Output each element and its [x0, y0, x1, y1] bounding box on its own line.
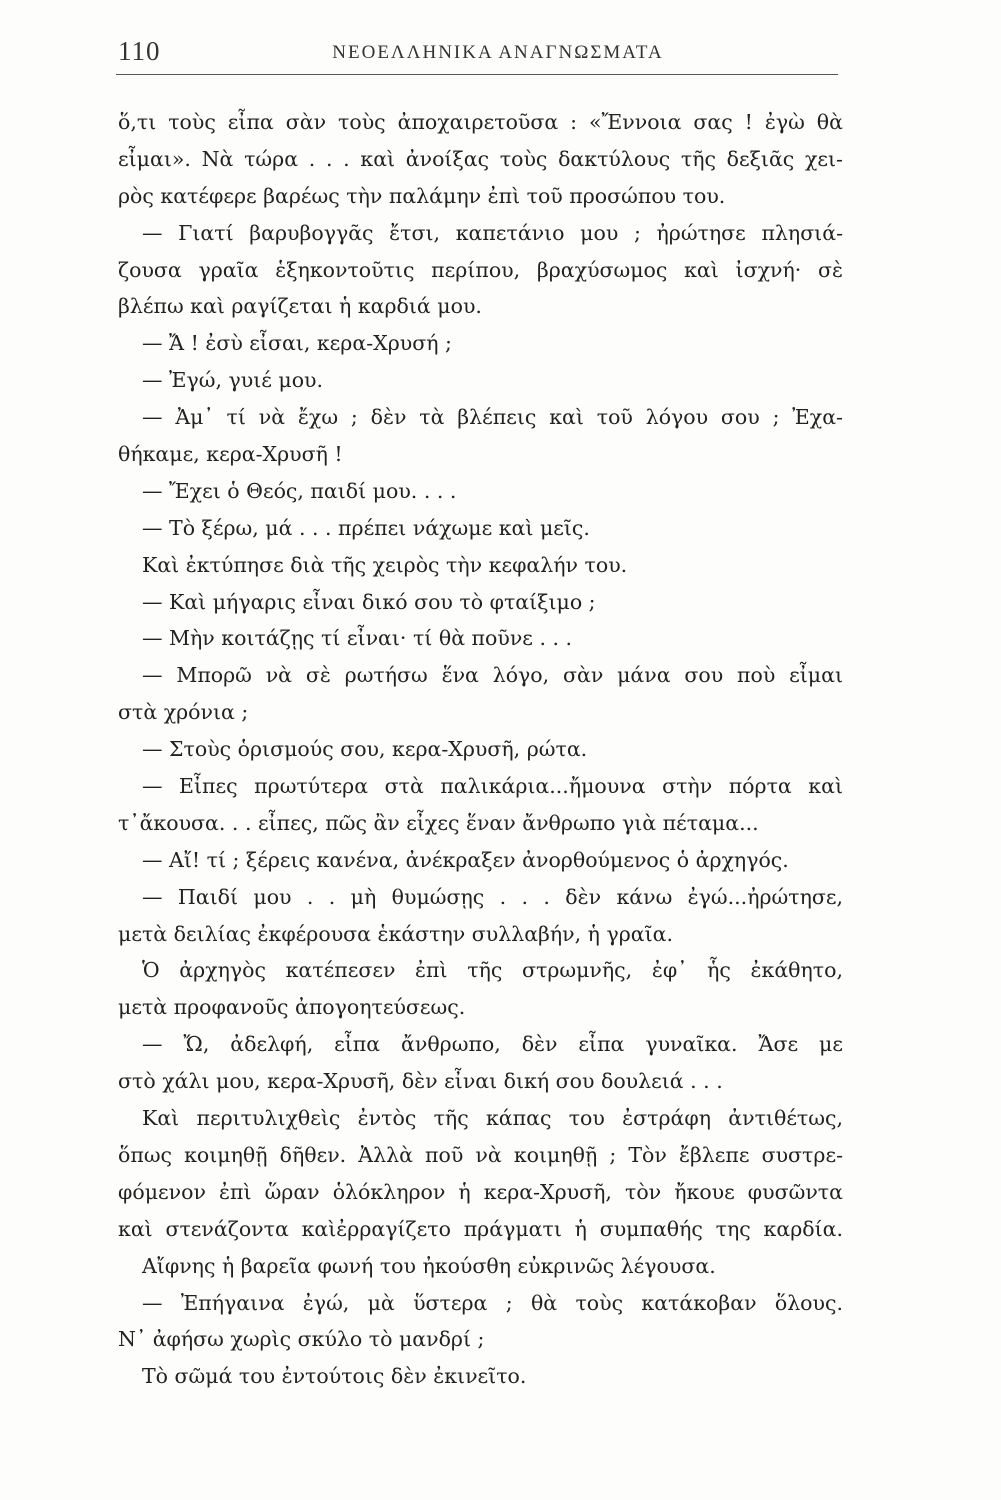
text-line: Καὶ περιτυλιχθεὶς ἐντὸς τῆς κάπας του ἐστράφη ἀντιθέτως,: [142, 1106, 843, 1131]
text-line: φόμενον ἐπὶ ὥραν ὁλόκληρον ἡ κερα-Χρυσῆ, τὸν ἤκουε φυσῶντα: [118, 1179, 843, 1204]
text-line: Ὁ ἀρχηγὸς κατέπεσεν ἐπὶ τῆς στρωμνῆς, ἐφ᾽ ἧς ἐκάθητο,: [142, 958, 843, 983]
text-line: στὸ χάλι μου, κερα-Χρυσῆ, δὲν εἶναι δική σου δουλειά . . .: [118, 1069, 723, 1094]
page-number: 110: [118, 36, 161, 66]
text-line: — Τὸ ξέρω, μά . . . πρέπει νάχωμε καὶ μεῖς.: [142, 515, 590, 540]
text-line: Καὶ ἐκτύπησε διὰ τῆς χειρὸς τὴν κεφαλήν του.: [142, 552, 628, 577]
text-line: θήκαμε, κερα-Χρυσῆ !: [118, 442, 343, 467]
text-line: — Ἀμ᾽ τί νὰ ἔχω ; δὲν τὰ βλέπεις καὶ τοῦ λόγου σου ; Ἐχα-: [142, 405, 843, 430]
text-line: Ν᾽ ἀφήσω χωρὶς σκύλο τὸ μανδρί ;: [118, 1327, 485, 1352]
text-line: — Ἐπήγαινα ἐγώ, μὰ ὕστερα ; θὰ τοὺς κατάκοβαν ὅλους.: [142, 1290, 843, 1315]
page-header: [118, 32, 838, 72]
text-line: — Ἐγώ, γυιέ μου.: [142, 368, 324, 393]
text-line: μετὰ προφανοῦς ἀπογοητεύσεως.: [118, 995, 466, 1020]
text-line: Αἴφνης ἡ βαρεῖα φωνή του ἠκούσθη εὐκρινῶς λέγουσα.: [142, 1253, 716, 1278]
text-line: — Γιατί βαρυβογγᾶς ἔτσι, καπετάνιο μου ; ἠρώτησε πλησιά-: [142, 220, 843, 245]
running-title: ΝΕΟΕΛΛΗΝΙΚΑ ΑΝΑΓΝΩΣΜΑΤΑ: [332, 42, 664, 63]
text-body: [118, 104, 843, 1395]
text-line: εἶμαι». Νὰ τώρα . . . καὶ ἀνοίξας τοὺς δακτύλους τῆς δεξιᾶς χει-: [118, 146, 843, 171]
text-line: μετὰ δειλίας ἐκφέρουσα ἑκάστην συλλαβήν, ἡ γραῖα.: [118, 921, 674, 946]
text-line: καὶ στενάζοντα καὶἐρραγίζετο πράγματι ἡ συμπαθής της καρδία.: [118, 1216, 843, 1241]
text-line: — Παιδί μου . . μὴ θυμώσῃς . . . δὲν κάνω ἐγώ...ἠρώτησε,: [142, 884, 843, 909]
text-line: βλέπω καὶ ραγίζεται ἡ καρδιά μου.: [118, 294, 482, 319]
header-rule: [116, 74, 838, 75]
text-line: ὅ,τι τοὺς εἶπα σὰν τοὺς ἀποχαιρετοῦσα : «Ἔννοια σας ! ἐγὼ θὰ: [118, 110, 843, 134]
text-line: — Μπορῶ νὰ σὲ ρωτήσω ἕνα λόγο, σὰν μάνα σου ποὺ εἶμαι: [142, 663, 843, 688]
text-line: ρὸς κατέφερε βαρέως τὴν παλάμην ἐπὶ τοῦ προσώπου του.: [118, 183, 726, 208]
text-line: — Καὶ μήγαρις εἶναι δικό σου τὸ φταίξιμο ;: [142, 589, 596, 614]
text-line: — Ἔχει ὁ Θεός, παιδί μου. . . .: [142, 478, 457, 503]
text-line: — Ὤ, ἀδελφή, εἶπα ἄνθρωπο, δὲν εἶπα γυναῖκα. Ἄσε με: [142, 1032, 843, 1057]
text-line: ζουσα γραῖα ἑξηκοντοῦτις περίπου, βραχύσωμος καὶ ἰσχνή· σὲ: [118, 257, 843, 282]
text-line: ὅπως κοιμηθῇ δῆθεν. Ἀλλὰ ποῦ νὰ κοιμηθῇ ; Τὸν ἔβλεπε συστρε-: [118, 1142, 843, 1167]
text-line: Τὸ σῶμά του ἐντούτοις δὲν ἐκινεῖτο.: [142, 1364, 527, 1389]
text-line: — Αἴ! τί ; ξέρεις κανένα, ἀνέκραξεν ἀνορθούμενος ὁ ἀρχηγός.: [142, 847, 789, 872]
text-line: τ᾽ἄκουσα. . . εἶπες, πῶς ἂν εἶχες ἕναν ἄνθρωπο γιὰ πέταμα...: [118, 810, 759, 835]
text-line: στὰ χρόνια ;: [118, 700, 249, 725]
text-line: — Στοὺς ὁρισμούς σου, κερα-Χρυσῆ, ρώτα.: [142, 737, 588, 762]
text-line: — Εἶπες πρωτύτερα στὰ παλικάρια...ἤμουνα στὴν πόρτα καὶ: [142, 774, 843, 799]
text-line: — Ἄ ! ἐσὺ εἶσαι, κερα-Χρυσή ;: [142, 331, 452, 356]
text-line: — Μὴν κοιτάζῃς τί εἶναι· τί θὰ ποῦνε . . .: [142, 626, 573, 651]
